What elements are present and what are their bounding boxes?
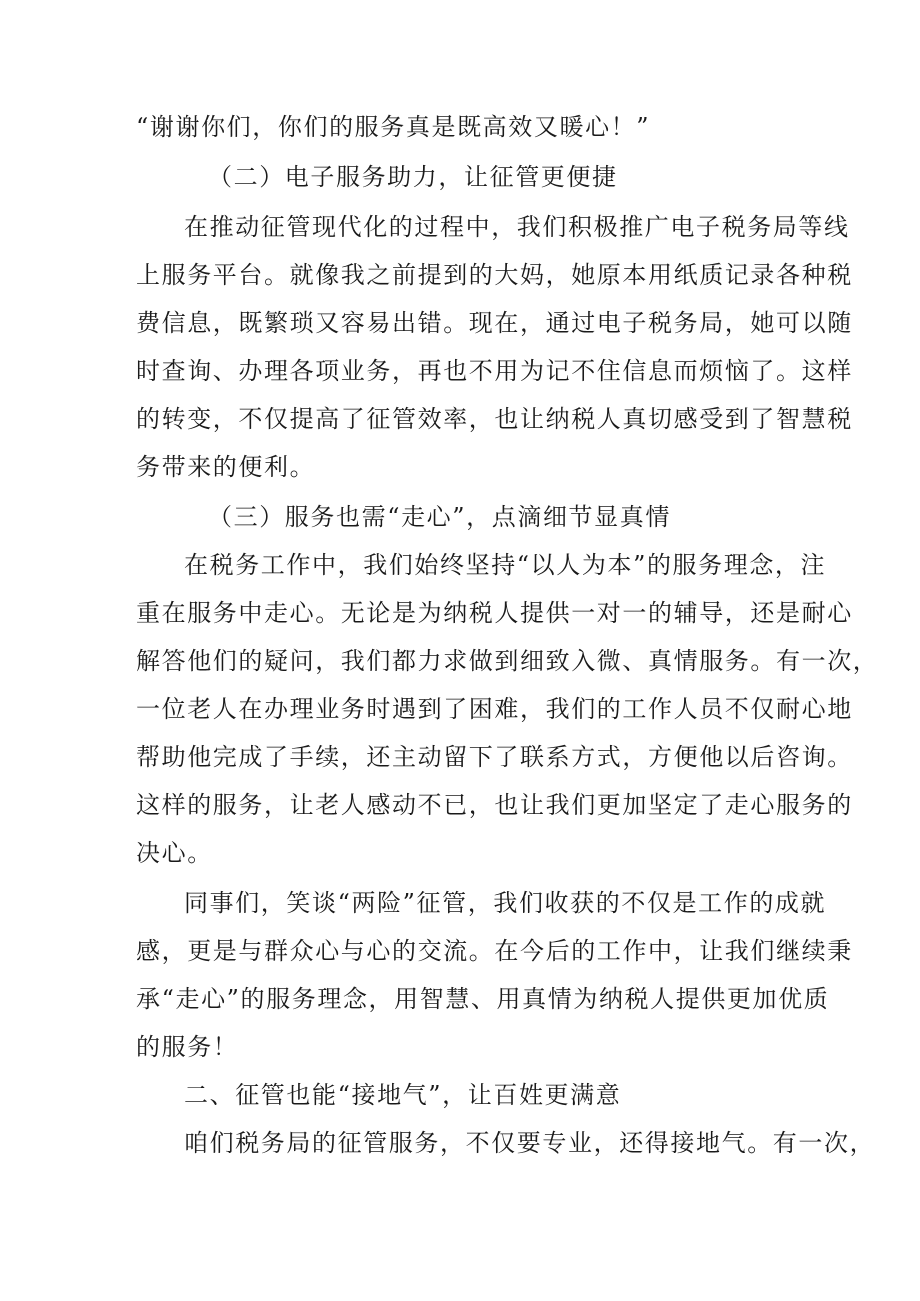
text-line: 在税务工作中，我们始终坚持“以人为本”的服务理念，注: [184, 551, 827, 579]
text-line: 一位老人在办理业务时遇到了困难，我们的工作人员不仅耐心地: [136, 695, 853, 723]
text-line: 上服务平台。就像我之前提到的大妈，她原本用纸质记录各种税: [136, 261, 853, 289]
text-line: 帮助他完成了手续，还主动留下了联系方式，方便他以后咨询。: [136, 743, 853, 771]
text-line: 重在服务中走心。无论是为纳税人提供一对一的辅导，还是耐心: [136, 599, 853, 627]
text-line: 费信息，既繁琐又容易出错。现在，通过电子税务局，她可以随: [136, 309, 853, 337]
section-heading: 二、征管也能“接地气”，让百姓更满意: [184, 1081, 622, 1109]
text-line: 承“走心”的服务理念，用智慧、用真情为纳税人提供更加优质: [136, 985, 830, 1013]
text-line: 务带来的便利。: [136, 453, 316, 481]
text-line: 这样的服务，让老人感动不已，也让我们更加坚定了走心服务的: [136, 791, 853, 819]
text-line: 在推动征管现代化的过程中，我们积极推广电子税务局等线: [184, 213, 850, 241]
text-line: 解答他们的疑问，我们都力求做到细致入微、真情服务。有一次，: [136, 647, 879, 675]
text-line: 决心。: [136, 839, 213, 867]
section-heading: （三）服务也需“走心”，点滴细节显真情: [208, 503, 671, 531]
text-line: 咱们税务局的征管服务，不仅要专业，还得接地气。有一次，: [184, 1129, 876, 1157]
text-line: 的转变，不仅提高了征管效率，也让纳税人真切感受到了智慧税: [136, 405, 853, 433]
section-heading: （二）电子服务助力，让征管更便捷: [208, 163, 618, 191]
text-line: 时查询、办理各项业务，再也不用为记不住信息而烦恼了。这样: [136, 357, 853, 385]
text-line: 的服务！: [136, 1033, 239, 1061]
text-line: 同事们，笑谈“两险”征管，我们收获的不仅是工作的成就: [184, 889, 827, 917]
text-line: “谢谢你们，你们的服务真是既高效又暖心！”: [136, 113, 651, 141]
text-line: 感，更是与群众心与心的交流。在今后的工作中，让我们继续秉: [136, 937, 853, 965]
